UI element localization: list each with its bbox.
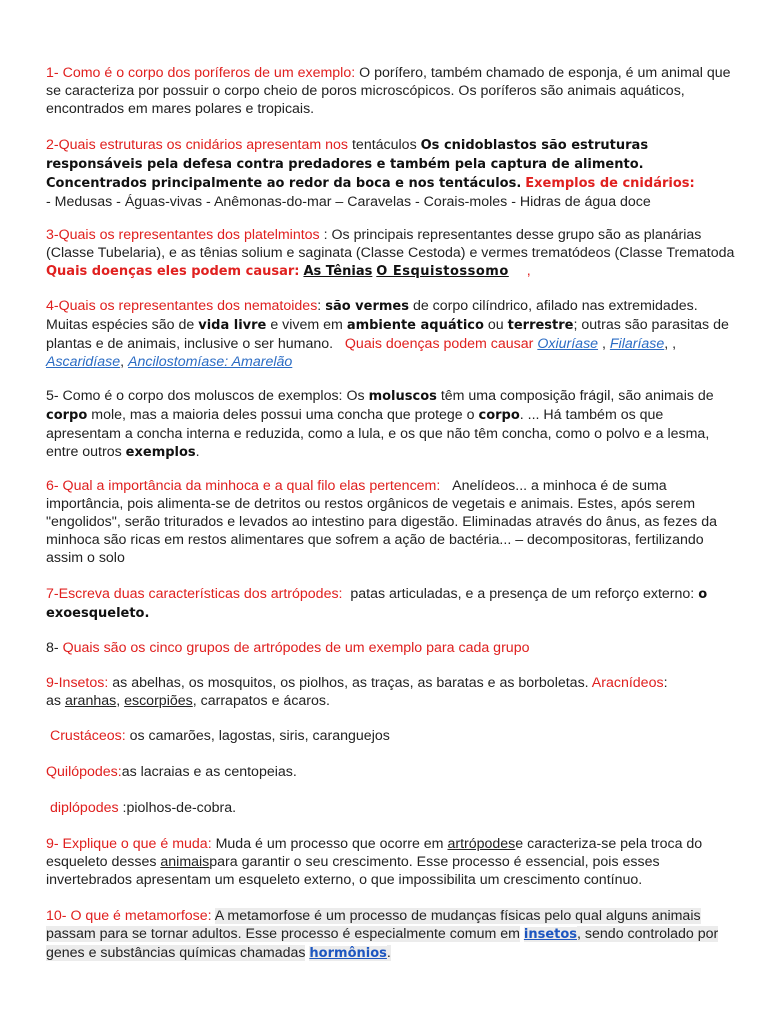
group-crustaceos: [46, 727, 736, 745]
link-ancilostomiase[interactable]: Ancilostomíase: Amarelão: [128, 354, 293, 370]
question-5-part-2: têm uma composição frágil, são animais de: [440, 388, 714, 404]
question-4-diseases-label: Quais doenças podem causar: [344, 336, 534, 352]
question-8: [46, 639, 736, 657]
question-10: [46, 907, 736, 963]
question-2-text: 2-Quais estruturas os cnidários apresentam nos: [46, 137, 349, 153]
link-insetos[interactable]: insetos: [523, 927, 578, 942]
bold-corpo-2: corpo: [478, 408, 520, 423]
question-4-part-3: e vivem em: [270, 317, 343, 333]
link-oxiuriase[interactable]: Oxiuríase: [537, 336, 599, 352]
aracnideos-prefix: as: [46, 693, 61, 709]
question-10-text: 10- O que é metamorfose:: [46, 908, 212, 924]
aranhas-text: aranhas: [64, 693, 117, 709]
question-2-answer: Os cnidoblastos são estruturas responsáveis pela defesa contra predadores e também pela captura de alimento. Concentrados principalmente ao redor da boca e nos tentáculos.: [46, 138, 649, 191]
question-4-text: 4-Quais os representantes dos nematoides: [46, 298, 318, 314]
question-5-part-4: . ... Há também os que apresentam a concha interna e reduzida, como a lula, e os que não têm concha, como o polvo e a lesma, entre outros: [46, 407, 710, 460]
question-2-text-end: tentáculos: [351, 137, 417, 153]
question-6: [46, 477, 736, 567]
question-9-text: 9- Explique o que é muda:: [46, 836, 212, 852]
underlined-artropodes: artrópodes: [447, 836, 516, 852]
link-filariase[interactable]: Filaríase: [609, 336, 665, 352]
escorpioes-text: escorpiões: [124, 693, 193, 709]
bold-moluscos: moluscos: [368, 389, 437, 404]
quilopodes-text: as lacraias e as centopeias.: [121, 764, 297, 780]
underlined-animais: animais: [160, 854, 210, 870]
question-1-answer: O porífero, também chamado de esponja, é um animal que se caracteriza por possuir o corpo cheio de poros microscópicos. Os poríferos são animais aquáticos, encontrados em mares polares e tropicais.: [46, 65, 731, 117]
question-10-part-1: A metamorfose é um processo de mudanças físicas pelo qual alguns animais passam para se tornar adultos. Esse processo é especialmente comum em: [46, 908, 701, 942]
question-2-examples: - Medusas - Águas-vivas - Anêmonas-do-mar – Caravelas - Corais-moles - Hidras de água doce: [46, 194, 651, 210]
question-7-answer: patas articuladas, e a presença de um reforço externo:: [350, 586, 695, 602]
question-4-part-4: ou: [487, 317, 504, 333]
question-9-part-1: Muda é um processo que ocorre em: [215, 836, 444, 852]
question-5-part-5: .: [195, 444, 200, 460]
question-5-part-1: Os: [346, 388, 365, 404]
aracnideos-colon: :: [663, 675, 668, 691]
aracnideos-rest: , carrapatos e ácaros.: [192, 693, 330, 709]
question-10-part-3: .: [386, 945, 391, 961]
insetos-text: as abelhas, os mosquitos, os piolhos, as traças, as baratas e as borboletas.: [112, 675, 589, 691]
question-6-text: 6- Qual a importância da minhoca e a qual filo elas pertencem:: [46, 478, 441, 494]
question-5: [46, 387, 736, 462]
question-5-text: 5- Como é o corpo dos moluscos de exemplos:: [46, 388, 343, 404]
question-10-part-2: , sendo controlado por genes e substâncias químicas chamadas: [46, 926, 719, 961]
diplopodes-text: :piolhos-de-cobra.: [122, 800, 237, 816]
bold-corpo-1: corpo: [46, 408, 88, 423]
bold-vida-livre: vida livre: [198, 318, 267, 333]
question-9: [46, 835, 736, 889]
question-3-diseases-label: Quais doenças eles podem causar:: [46, 264, 300, 279]
question-5-part-3: mole, mas a maioria deles possui uma concha que protege o: [91, 407, 475, 423]
bold-exoesqueleto: o exoesqueleto.: [46, 587, 708, 621]
question-1: [46, 64, 736, 118]
question-4-colon: :: [317, 298, 322, 314]
quilopodes-label: Quilópodes:: [46, 764, 122, 780]
aracnideos-label: Aracnídeos: [591, 675, 664, 691]
question-3-answer: : Os principais representantes desse grupo são as planárias (Classe Tubelaria), e as tênias solium e saginata (Classe Cestoda) e vermes trematódeos (Classe Trematoda: [46, 227, 735, 261]
link-hormonios[interactable]: hormônios: [309, 946, 387, 961]
disease-tenias: As Tênias: [303, 264, 373, 279]
question-9-part-2: e caracteriza-se pela troca do esqueleto desses: [46, 836, 703, 870]
bold-terrestre: terrestre: [507, 318, 574, 333]
crustaceos-text: os camarões, lagostas, siris, caranguejos: [129, 728, 390, 744]
question-8-text: Quais são os cinco grupos de artrópodes de um exemplo para cada grupo: [62, 640, 530, 656]
question-4-part-5: ; outras são parasitas de plantas e de animais, inclusive o ser humano.: [46, 317, 729, 352]
question-3: [46, 226, 736, 281]
bold-ambiente-aquatico: ambiente aquático: [346, 318, 484, 333]
question-9-part-3: para garantir o seu crescimento. Esse processo é essencial, pois esses invertebrados apresentam um esqueleto externo, o que impossibilita um crescimento contínuo.: [46, 854, 660, 888]
disease-esquistossomo: O Esquistossomo: [376, 264, 509, 279]
question-4: 4-Quais os representantes dos nematoides: são vermes de corpo cilíndrico, afilado nas extremidades. Muitas espécies são de vida livre e vivem em ambiente aquático ou terrestre; outras são parasitas de plantas e de animais, inclusive o ser humano. Quais doenças podem causar Oxiuríase , Filaríase, , Ascaridíase, Ancilostomíase: Amarelão: [46, 298, 729, 370]
group-diplopodes: [46, 799, 736, 817]
question-2: [46, 136, 736, 211]
group-insetos-aracnideos: 9-Insetos: as abelhas, os mosquitos, os piolhos, as traças, as baratas e as borboletas. Aracnídeos: as aranhas, escorpiões, carrapatos e ácaros.: [46, 675, 668, 709]
question-3-text: 3-Quais os representantes dos platelmintos: [46, 227, 320, 243]
link-ascaridiase[interactable]: Ascaridíase: [46, 354, 121, 370]
group-quilopodes: [46, 763, 736, 781]
insetos-label: 9-Insetos:: [46, 675, 109, 691]
crustaceos-label: Crustáceos:: [49, 728, 126, 744]
bold-exemplos: exemplos: [125, 445, 196, 460]
diplopodes-label: diplópodes: [49, 800, 119, 816]
question-6-answer: Anelídeos... a minhoca é de suma importância, pois alimenta-se de detritos ou restos orgânicos de vegetais e animais. Estes, após serem "engolidos", serão triturados e levados ao intestino para digestão. Eliminadas através do ânus, as fezes da minhoca são ricas em restos alimentares que sofrem a ação de bactéria... – decompositoras, fertilizando assim o solo: [46, 478, 717, 566]
question-1-prefix: 1-: [46, 65, 59, 81]
question-8-prefix: 8-: [46, 640, 59, 656]
question-7: [46, 585, 736, 623]
question-3-trailing: ,: [526, 263, 531, 279]
question-4-part-2: de corpo cilíndrico, afilado nas extremidades. Muitas espécies são de: [46, 298, 698, 333]
question-1-text: Como é o corpo dos poríferos de um exemplo:: [62, 65, 356, 81]
bold-sao-vermes: são vermes: [325, 299, 409, 314]
question-2-examples-label: Exemplos de cnidários:: [525, 176, 695, 191]
question-7-text: 7-Escreva duas características dos artrópodes:: [46, 586, 343, 602]
